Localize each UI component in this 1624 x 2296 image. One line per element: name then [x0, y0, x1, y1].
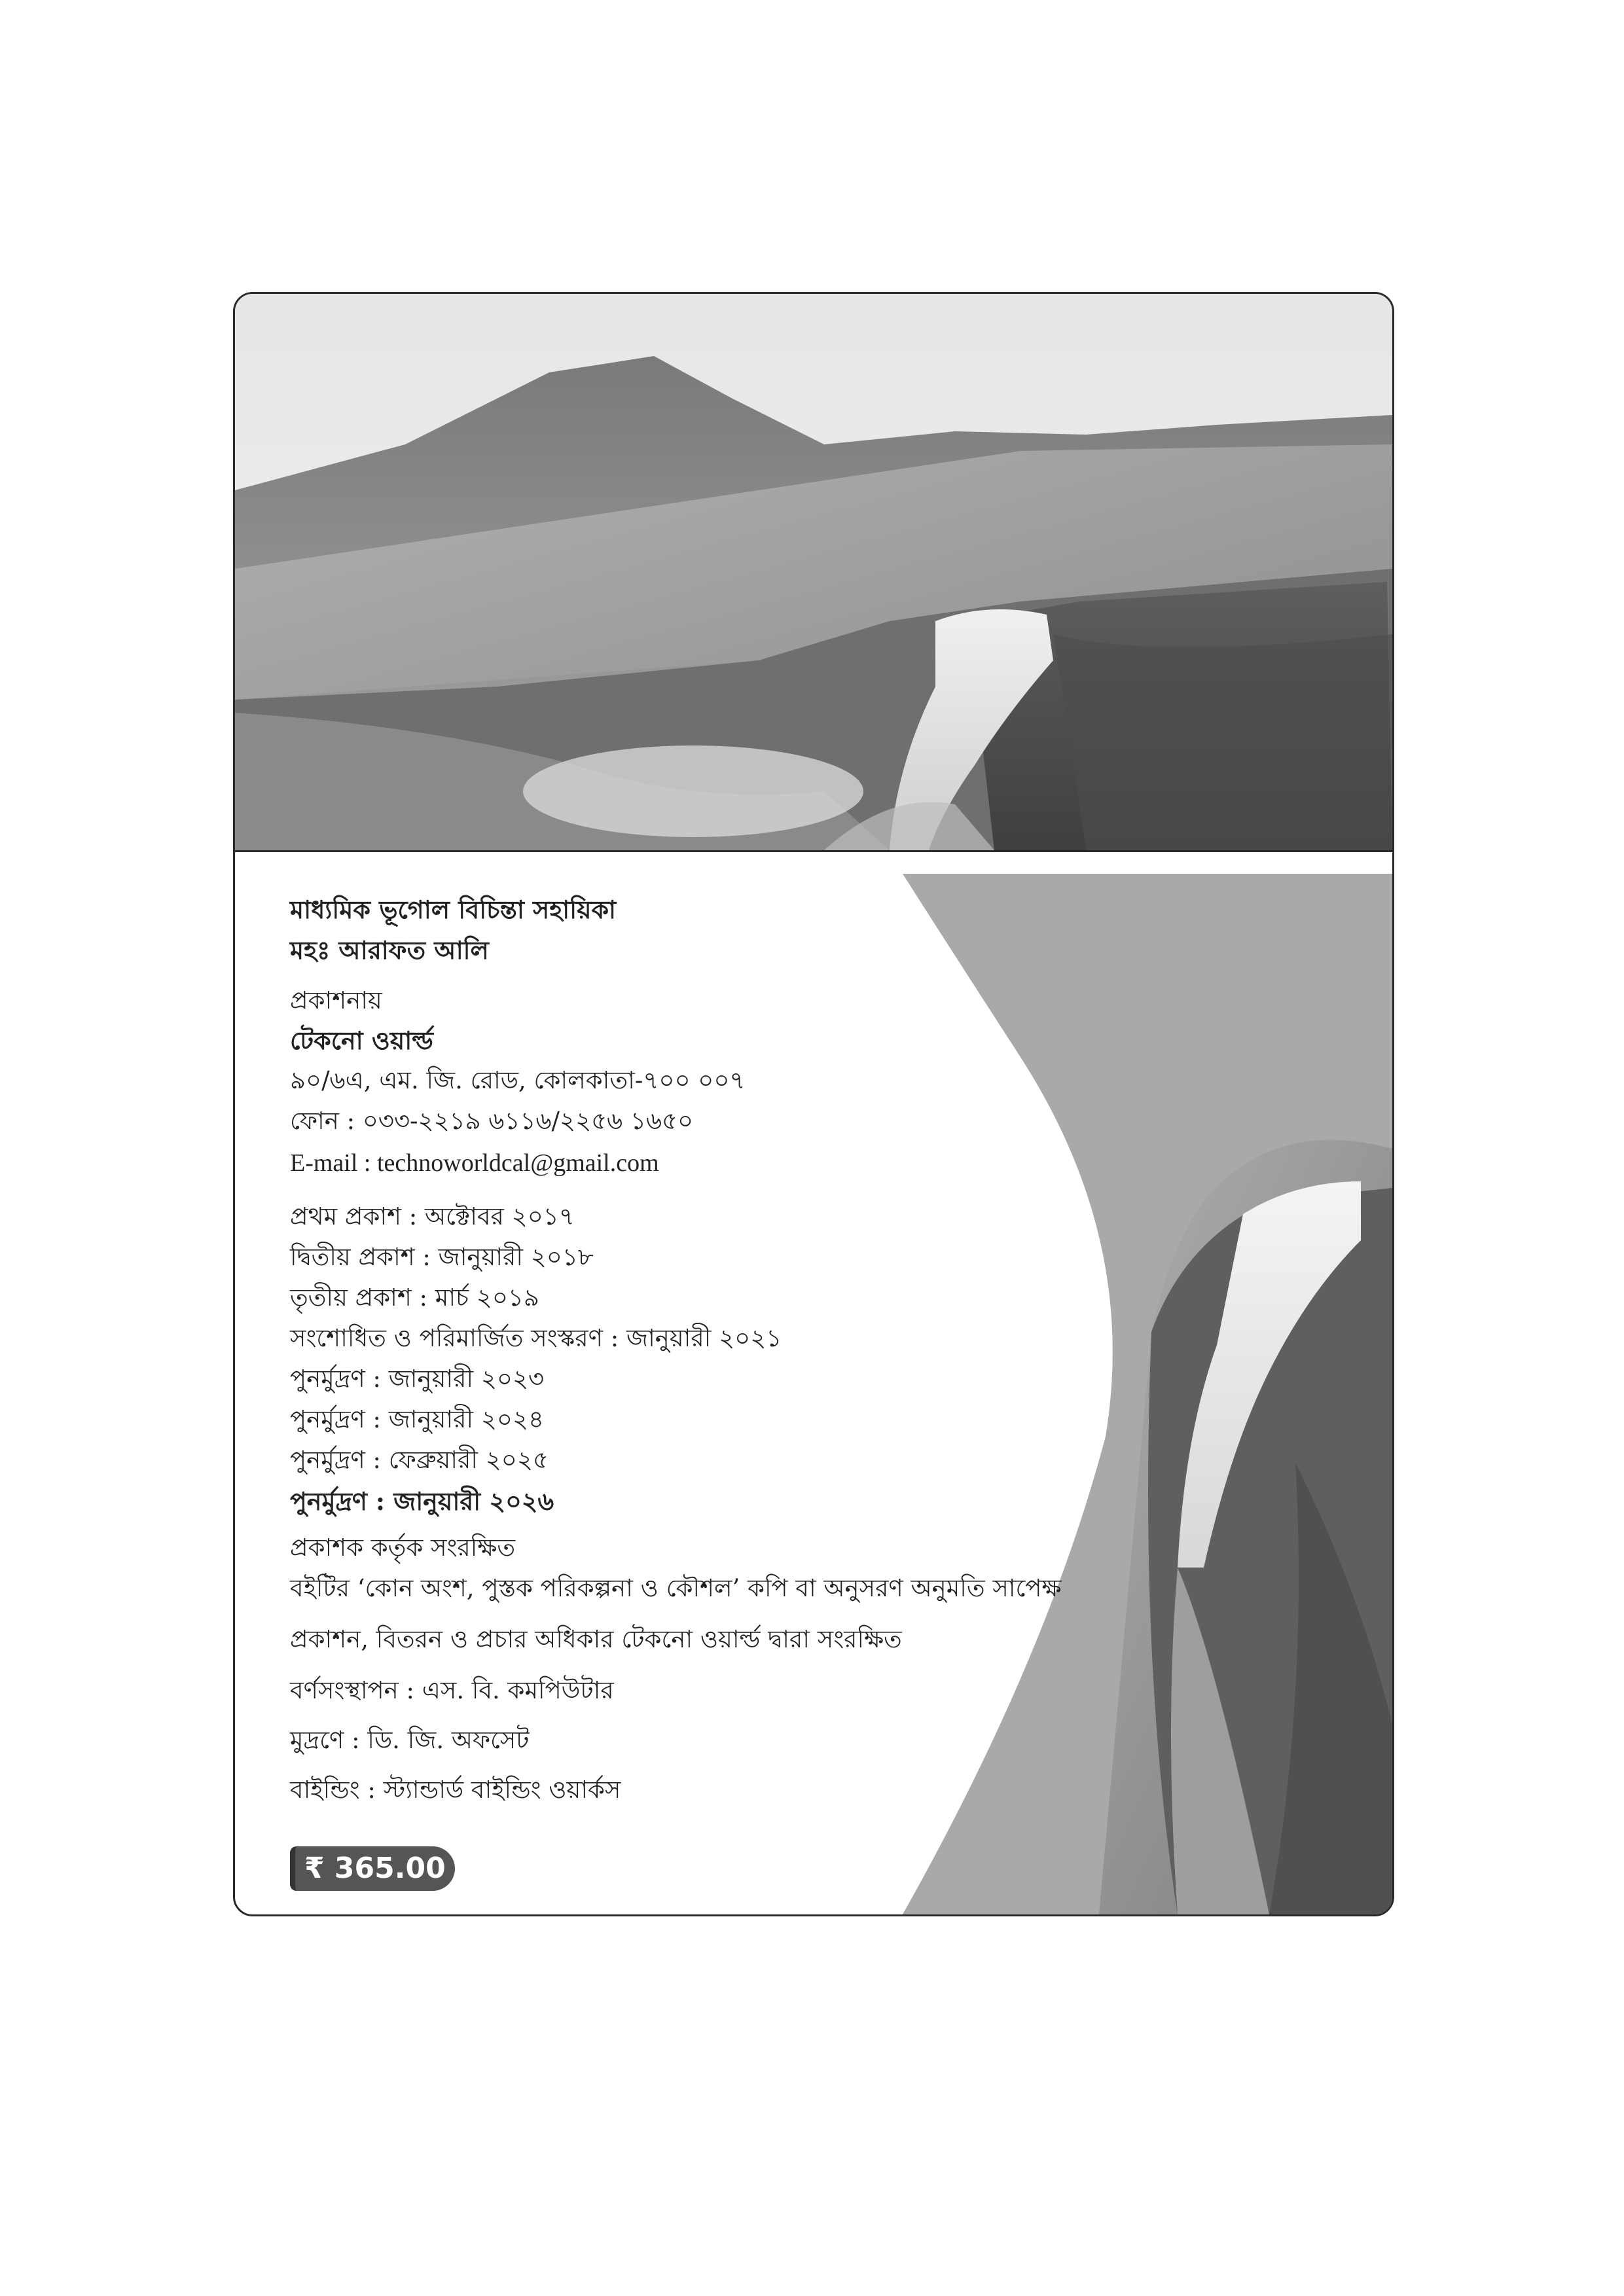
- edition-line: পুনর্মুদ্রণ : ফেব্রুয়ারী ২০২৫: [290, 1446, 549, 1474]
- book-title: মাধ্যমিক ভূগোল বিচিন্তা সহায়িকা: [290, 895, 617, 924]
- mountain-waterfall-photo: [235, 294, 1392, 852]
- edition-line: পুনর্মুদ্রণ : জানুয়ারী ২০২৪: [290, 1405, 545, 1433]
- publisher-phone: ফোন : ০৩৩-২২১৯ ৬১১৬/২২৫৬ ১৬৫০: [290, 1107, 694, 1135]
- binding-credit: বাইন্ডিং : স্ট্যান্ডার্ড বাইন্ডিং ওয়ার্কস: [290, 1776, 621, 1804]
- typesetting-credit: বর্ণসংস্থাপন : এস. বি. কমপিউটার: [290, 1676, 614, 1704]
- edition-line: সংশোধিত ও পরিমার্জিত সংস্করণ : জানুয়ারী ২০২১: [290, 1324, 782, 1352]
- waterfall-canyon-photo: [903, 874, 1392, 1914]
- printing-credit: মুদ্রণে : ডি. জি. অফসেট: [290, 1726, 530, 1754]
- publisher-email: E-mail : technoworldcal@gmail.com: [290, 1149, 659, 1177]
- distribution-rights: প্রকাশন, বিতরন ও প্রচার অধিকার টেকনো ওয়ার্ল্ড দ্বারা সংরক্ষিত: [290, 1625, 902, 1653]
- publisher-name: টেকনো ওয়ার্ল্ড: [290, 1026, 433, 1055]
- publisher-label: প্রকাশনায়: [290, 986, 382, 1014]
- edition-line: তৃতীয় প্রকাশ : মার্চ ২০১৯: [290, 1283, 539, 1312]
- edition-line: প্রথম প্রকাশ : অক্টোবর ২০১৭: [290, 1202, 575, 1230]
- imprint-frame: [233, 292, 1394, 1916]
- price-badge: ₹ 365.00: [290, 1846, 455, 1891]
- rights-holder: প্রকাশক কর্তৃক সংরক্ষিত: [290, 1534, 516, 1562]
- author-name: মহঃ আরাফত আলি: [290, 935, 489, 965]
- edition-line: পুনর্মুদ্রণ : জানুয়ারী ২০২৩: [290, 1365, 545, 1393]
- publisher-address: ৯০/৬এ, এম. জি. রোড, কোলকাতা-৭০০ ০০৭: [290, 1066, 746, 1094]
- rights-notice: বইটির ‘কোন অংশ, পুস্তক পরিকল্পনা ও কৌশল’ কপি বা অনুসরণ অনুমতি সাপেক্ষ: [290, 1574, 1062, 1602]
- edition-line: দ্বিতীয় প্রকাশ : জানুয়ারী ২০১৮: [290, 1243, 594, 1271]
- edition-line-current: পুনর্মুদ্রণ : জানুয়ারী ২০২৬: [290, 1486, 554, 1516]
